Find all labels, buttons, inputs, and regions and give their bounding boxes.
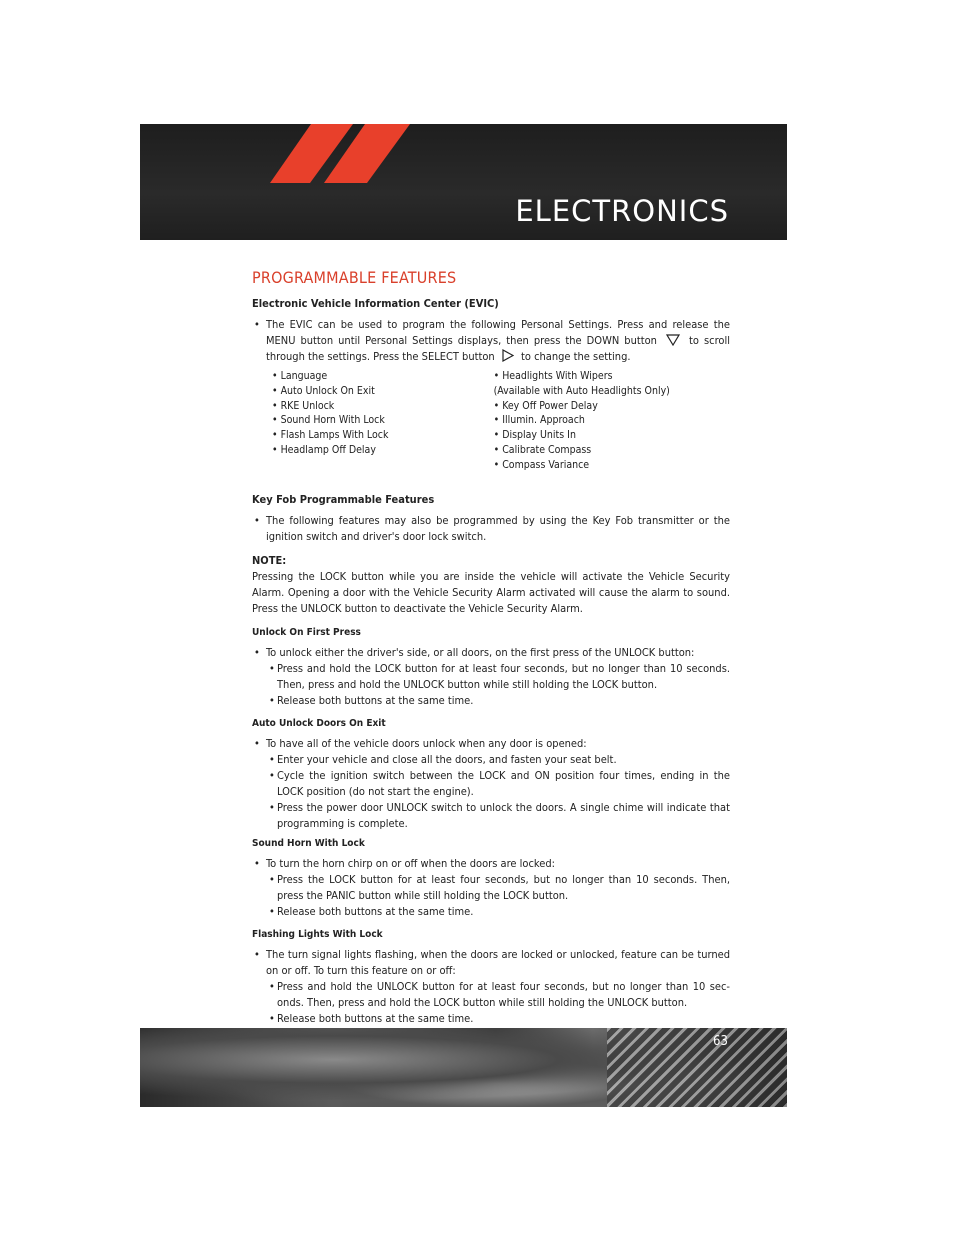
- keyfob-heading: Key Fob Programmable Features: [252, 492, 435, 506]
- list-item: • Display Units In: [494, 428, 730, 443]
- personal-settings-list: [272, 369, 730, 473]
- unlock-first-step: • Release both buttons at the same time.: [252, 693, 730, 709]
- keyfob-bullet: • The following features may also be programmed by using the Key Fob transmitter or the ignition switch and driver's door lock switch.: [252, 513, 730, 545]
- settings-column-left: [272, 369, 494, 473]
- list-item: • Illumin. Approach: [494, 413, 730, 428]
- sound-horn-step: • Press the LOCK button for at least four seconds, but no longer than 10 seconds. Then, press the PANIC button while still holding the LOCK button.: [252, 872, 730, 904]
- flashing-step: • Release both buttons at the same time.: [252, 1011, 730, 1027]
- auto-unlock-step: • Cycle the ignition switch between the LOCK and ON position four times, ending in the LOCK position (do not start the engine).: [252, 768, 730, 800]
- unlock-first-heading: Unlock On First Press: [252, 626, 361, 638]
- list-item: • Sound Horn With Lock: [272, 413, 494, 428]
- evic-heading: Electronic Vehicle Information Center (EVIC): [252, 297, 499, 310]
- section-title: ELECTRONICS: [515, 194, 729, 228]
- footer-photo-strip: [140, 1028, 787, 1107]
- unlock-first-bullet: • To unlock either the driver's side, or all doors, on the first press of the UNLOCK button:: [252, 645, 730, 661]
- unlock-first-step: • Press and hold the LOCK button for at least four seconds, but no longer than 10 seconds. Then, press and hold the UNLOCK button while still holding the LOCK button.: [252, 661, 730, 693]
- list-item: • Flash Lamps With Lock: [272, 428, 494, 443]
- flashing-step: • Press and hold the UNLOCK button for at least four seconds, but no longer than 10 sec-onds. Then, press and hold the LOCK button while still holding the UNLOCK button.: [252, 979, 730, 1011]
- list-item: • Calibrate Compass: [494, 443, 730, 458]
- list-item: • Auto Unlock On Exit: [272, 384, 494, 399]
- down-button-icon: [666, 334, 680, 346]
- list-item: • Headlights With Wipers: [494, 369, 730, 384]
- sound-horn-step: • Release both buttons at the same time.: [252, 904, 730, 920]
- brand-stripes-logo: [140, 124, 440, 240]
- section-header-banner: [140, 124, 787, 240]
- settings-column-right: [494, 369, 730, 473]
- list-item: • Compass Variance: [494, 458, 730, 473]
- select-button-icon: [502, 349, 514, 362]
- flashing-heading: Flashing Lights With Lock: [252, 928, 383, 940]
- sound-horn-bullet: • To turn the horn chirp on or off when the doors are locked:: [252, 856, 730, 872]
- auto-unlock-heading: Auto Unlock Doors On Exit: [252, 717, 386, 729]
- list-item: • RKE Unlock: [272, 399, 494, 414]
- flashing-bullet: • The turn signal lights flashing, when the doors are locked or unlocked, feature can be turned on or off. To turn this feature on or off:: [252, 947, 730, 979]
- page-number: 63: [713, 1034, 728, 1049]
- auto-unlock-step: • Press the power door UNLOCK switch to unlock the doors. A single chime will indicate that programming is complete.: [252, 800, 730, 832]
- grille-image: [607, 1028, 787, 1107]
- note-label: NOTE:: [252, 553, 287, 567]
- sound-horn-heading: Sound Horn With Lock: [252, 837, 365, 849]
- auto-unlock-step: • Enter your vehicle and close all the doors, and fasten your seat belt.: [252, 752, 730, 768]
- evic-bullet: • The EVIC can be used to program the following Personal Settings. Press and release the MENU button until Personal Settings displays, then press the DOWN button to scroll through the settings. Press the SELECT button to change the setting.: [252, 317, 730, 365]
- list-item: • Key Off Power Delay: [494, 399, 730, 414]
- note-text: Pressing the LOCK button while you are inside the vehicle will activate the Vehicle Security Alarm. Opening a door with the Vehicle Security Alarm activated will cause the alarm to sound. Press the UNLOCK button to deactivate the Vehicle Security Alarm.: [252, 569, 730, 615]
- list-item: • Language: [272, 369, 494, 384]
- list-item: • Headlamp Off Delay: [272, 443, 494, 458]
- page-title: PROGRAMMABLE FEATURES: [252, 268, 457, 287]
- auto-unlock-bullet: • To have all of the vehicle doors unlock when any door is opened:: [252, 736, 730, 752]
- list-item-note: (Available with Auto Headlights Only): [493, 384, 670, 397]
- main-content: [252, 268, 730, 1027]
